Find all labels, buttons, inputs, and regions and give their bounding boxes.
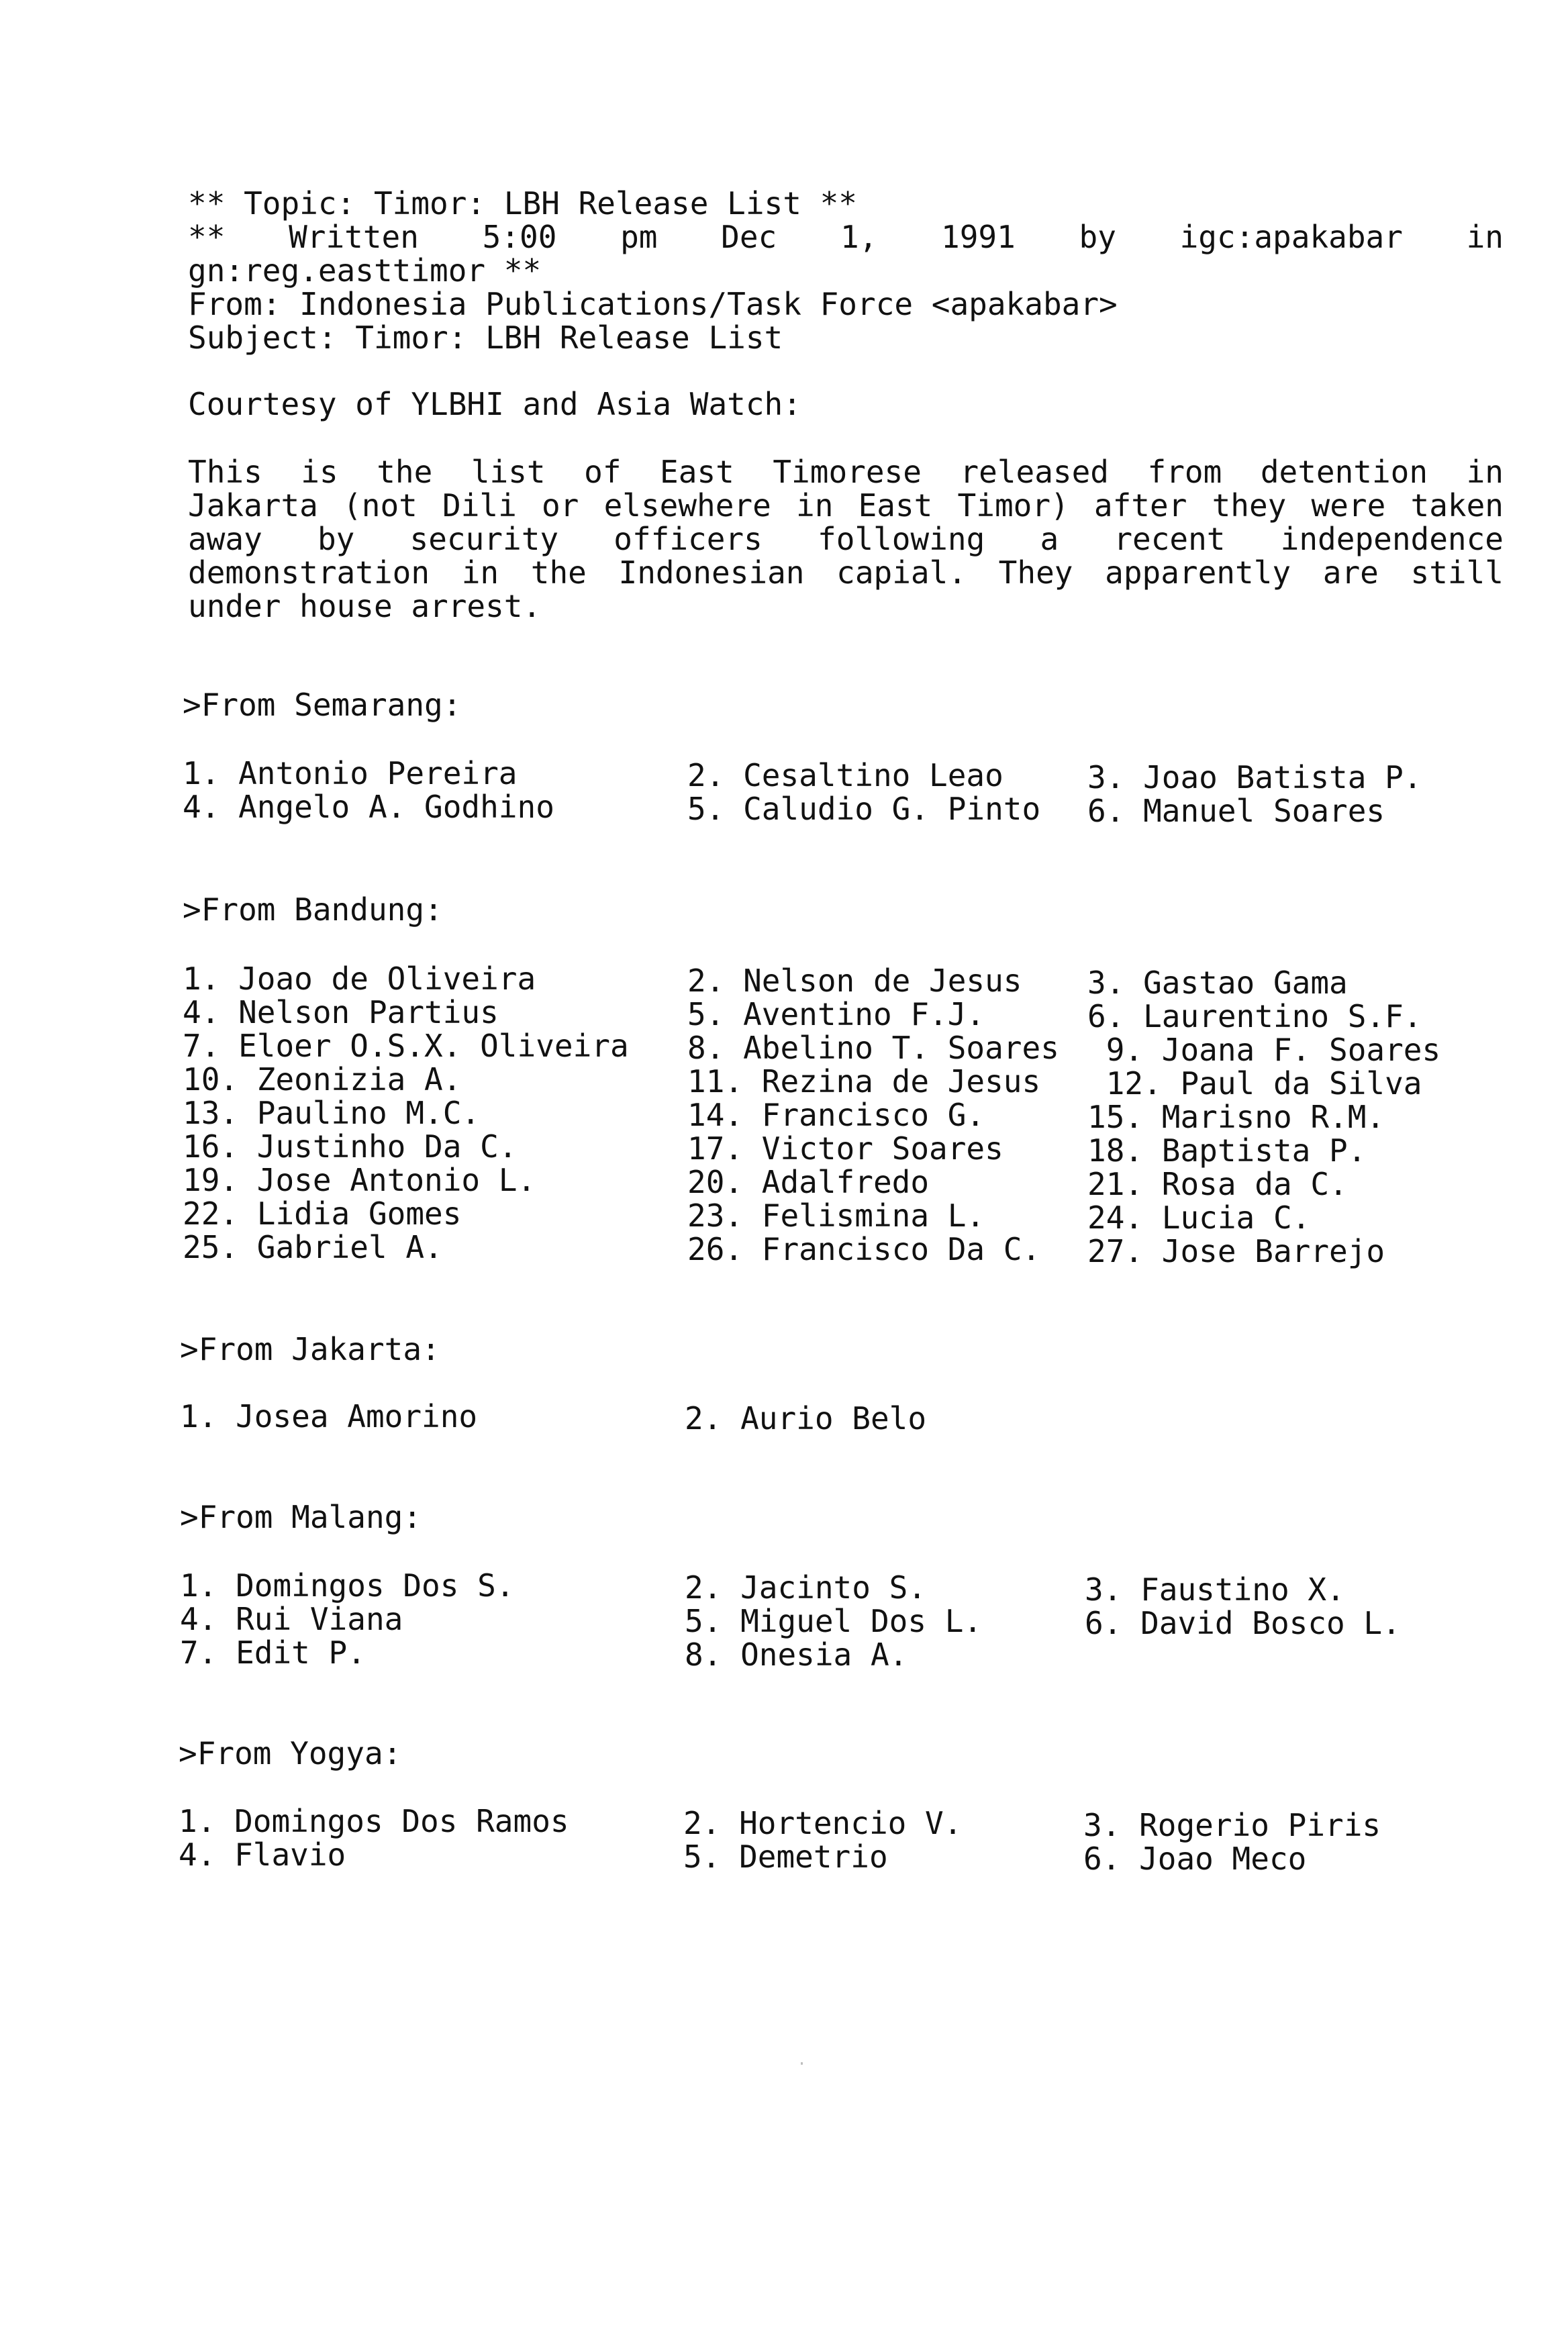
list-item: 5. Demetrio [683,1839,888,1875]
subject-line: Subject: Timor: LBH Release List [188,320,783,356]
list-item: 22. Lidia Gomes [183,1196,462,1232]
list-item: 16. Justinho Da C. [183,1128,518,1165]
list-item: 6. Joao Meco [1083,1841,1307,1877]
list-item: 4. Angelo A. Godhino [183,789,554,825]
list-item: 4. Flavio [179,1837,346,1873]
list-item: 7. Eloer O.S.X. Oliveira [183,1028,629,1064]
list-item: 26. Francisco Da C. [687,1231,1041,1267]
list-item: 4. Rui Viana [180,1601,403,1637]
list-item: 8. Onesia A. [685,1637,908,1673]
list-item: 11. Rezina de Jesus [687,1063,1041,1100]
intro-line: demonstration in the Indonesian capial. They apparently are still [188,554,1504,591]
section-heading-yogya: >From Yogya: [179,1735,402,1771]
list-item: 6. Laurentino S.F. [1087,998,1422,1034]
list-item: 6. Manuel Soares [1087,793,1385,829]
list-item: 21. Rosa da C. [1087,1166,1348,1202]
section-heading-bandung: >From Bandung: [183,891,443,928]
list-item: 13. Paulino M.C. [183,1095,481,1131]
list-item: 1. Domingos Dos S. [180,1567,515,1604]
intro-line: under house arrest. [188,588,542,624]
list-item: 17. Victor Soares [687,1130,1003,1167]
scan-speck [801,2062,803,2065]
list-item: 27. Jose Barrejo [1087,1233,1385,1269]
list-item: 19. Jose Antonio L. [183,1162,536,1198]
list-item: 15. Marisno R.M. [1087,1099,1385,1135]
courtesy-line: Courtesy of YLBHI and Asia Watch: [188,386,801,422]
list-item: 1. Antonio Pereira [183,755,518,791]
list-item: 3. Joao Batista P. [1087,759,1422,795]
list-item: 4. Nelson Partius [183,994,499,1030]
list-item: 25. Gabriel A. [183,1229,443,1265]
list-item: 2. Jacinto S. [685,1569,927,1606]
section-heading-jakarta: >From Jakarta: [180,1331,440,1367]
list-item: 6. David Bosco L. [1085,1605,1401,1641]
list-item: 8. Abelino T. Soares [687,1030,1059,1066]
list-item: 5. Caludio G. Pinto [687,791,1041,827]
list-item: 3. Gastao Gama [1087,965,1348,1001]
from-line: From: Indonesia Publications/Task Force <apakabar> [188,286,1118,322]
list-item: 20. Adalfredo [687,1164,930,1200]
written-line: ** Written 5:00 pm Dec 1, 1991 by igc:apakabar in [188,219,1504,255]
list-item: 3. Faustino X. [1085,1571,1345,1608]
section-heading-malang: >From Malang: [180,1499,422,1535]
list-item: 24. Lucia C. [1087,1200,1311,1236]
list-item: 5. Aventino F.J. [687,996,985,1032]
list-item: 3. Rogerio Piris [1083,1807,1381,1843]
intro-line: This is the list of East Timorese released from detention in [188,454,1504,490]
list-item: 10. Zeonizia A. [183,1061,462,1098]
section-heading-semarang: >From Semarang: [183,687,462,723]
list-item: 2. Aurio Belo [685,1400,927,1437]
list-item: 2. Hortencio V. [683,1805,963,1841]
list-item: 18. Baptista P. [1087,1132,1367,1169]
intro-line: away by security officers following a recent independence [188,521,1504,557]
list-item: 2. Nelson de Jesus [687,963,1022,999]
list-item: 1. Josea Amorino [180,1398,478,1434]
list-item: 12. Paul da Silva [1087,1065,1422,1102]
list-item: 23. Felismina L. [687,1198,985,1234]
list-item: 1. Domingos Dos Ramos [179,1803,569,1839]
topic-line: ** Topic: Timor: LBH Release List ** [188,185,857,222]
list-item: 5. Miguel Dos L. [685,1603,983,1639]
list-item: 1. Joao de Oliveira [183,961,536,997]
list-item: 2. Cesaltino Leao [687,757,1003,793]
list-item: 7. Edit P. [180,1635,366,1671]
list-item: 14. Francisco G. [687,1097,985,1133]
list-item: 9. Joana F. Soares [1087,1032,1441,1068]
written-continuation: gn:reg.easttimor ** [188,252,542,289]
intro-line: Jakarta (not Dili or elsewhere in East Timor) after they were taken [188,487,1504,524]
